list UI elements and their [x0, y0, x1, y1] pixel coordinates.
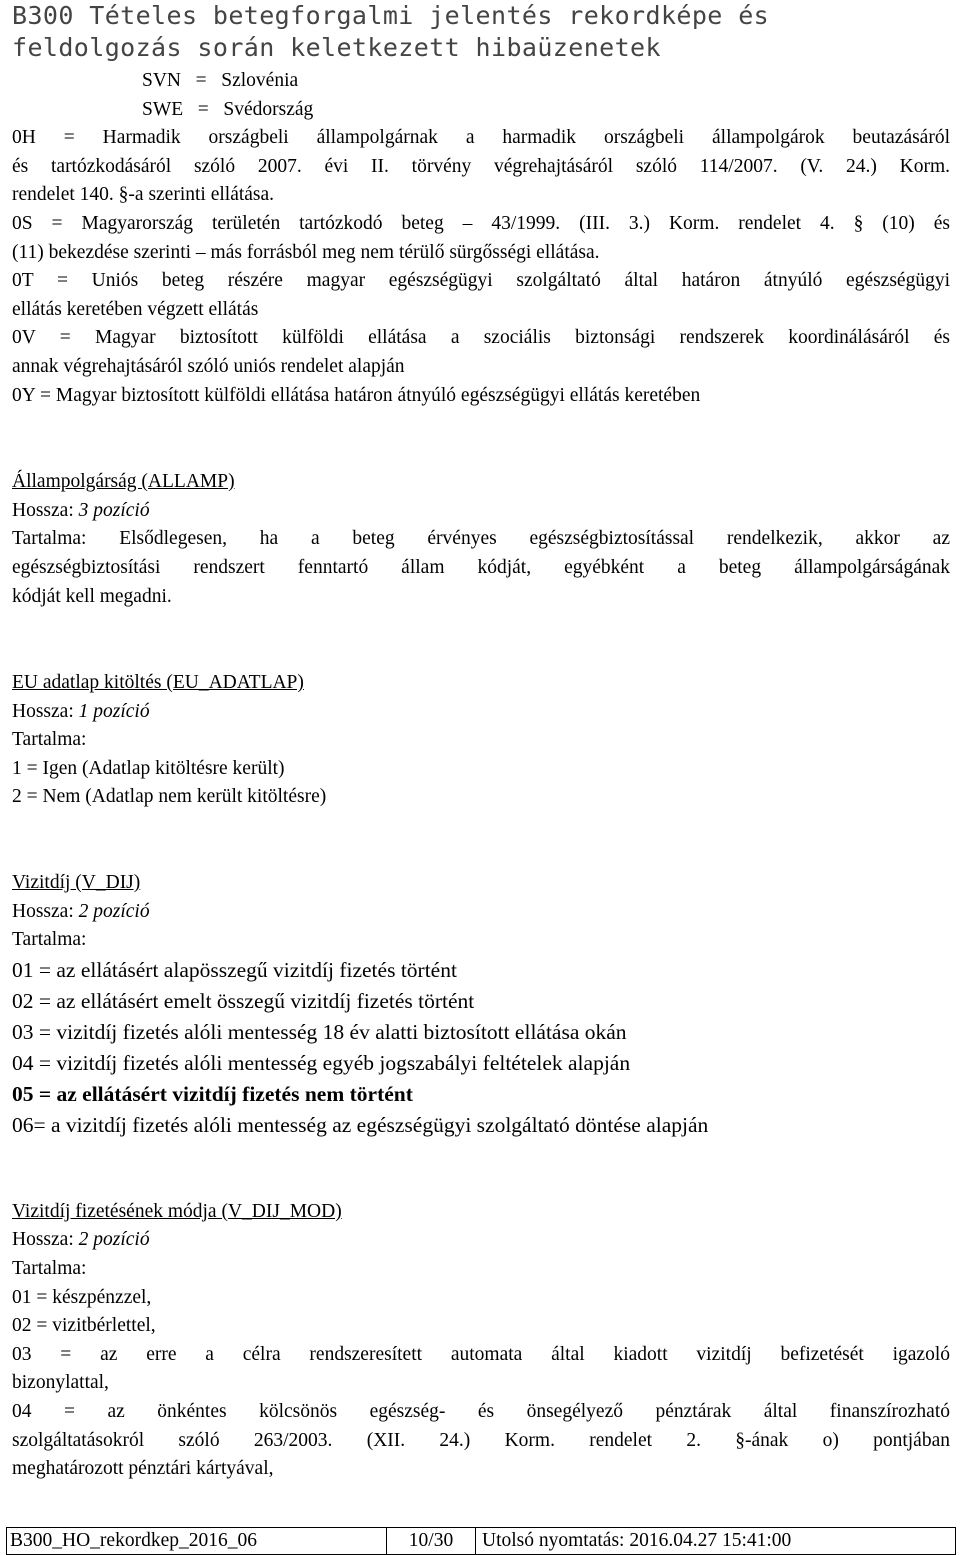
- code-swe: SWE = Svédország: [142, 98, 314, 120]
- v-dij-mod-option-04-line-3: meghatározott pénztári kártyával,: [12, 1458, 274, 1480]
- code-0y-line-1: 0Y = Magyar biztosított külföldi ellátása határon átnyúló egészségügyi ellátás keretében: [12, 384, 701, 406]
- v-dij-length: Hossza: 2 pozíció: [12, 900, 150, 922]
- header-line-1: B300 Tételes betegforgalmi jelentés rekordképe és: [12, 1, 770, 30]
- code-0t-line-1: 0T = Uniós beteg részére magyar egészségügyi szolgáltató által határon átnyúló egészségügyi: [12, 270, 950, 292]
- footer-document-name: B300_HO_rekordkep_2016_06: [7, 1528, 387, 1554]
- header-line-2: feldolgozás során keletkezett hibaüzenetek: [12, 33, 661, 62]
- v-dij-mod-option-03-line-1: 03 = az erre a célra rendszeresített automata által kiadott vizitdíj befizetését igazoló: [12, 1343, 950, 1365]
- footer-page-number: 10/30: [387, 1528, 476, 1554]
- v-dij-option-03: 03 = vizitdíj fizetés alóli mentesség 18 év alatti biztosított ellátása okán: [12, 1019, 627, 1044]
- section-title-eu-adatlap: EU adatlap kitöltés (EU_ADATLAP): [12, 672, 304, 694]
- code-0s-line-2: (11) bekezdése szerinti – más forrásból meg nem térülő sürgősségi ellátása.: [12, 241, 600, 263]
- eu-adatlap-length: Hossza: 1 pozíció: [12, 700, 150, 722]
- v-dij-option-06: 06= a vizitdíj fizetés alóli mentesség az egészségügyi szolgáltató döntése alapján: [12, 1112, 709, 1137]
- page-footer: [6, 1527, 956, 1555]
- document-body: [12, 67, 950, 1484]
- code-0h-line-1: 0H = Harmadik országbeli állampolgárnak a harmadik országbeli állampolgárok beutazásáról: [12, 127, 950, 149]
- v-dij-option-04: 04 = vizitdíj fizetés alóli mentesség egyéb jogszabályi feltételek alapján: [12, 1050, 631, 1075]
- eu-adatlap-option-1: 1 = Igen (Adatlap kitöltésre került): [12, 757, 285, 779]
- code-0v-line-1: 0V = Magyar biztosított külföldi ellátása a szociális biztonsági rendszerek koordinálásáról és: [12, 327, 950, 349]
- section-title-v-dij-mod: Vizitdíj fizetésének módja (V_DIJ_MOD): [12, 1200, 342, 1222]
- eu-adatlap-option-2: 2 = Nem (Adatlap nem került kitöltésre): [12, 786, 327, 808]
- code-0h-line-3: rendelet 140. §-a szerinti ellátása.: [12, 184, 275, 206]
- v-dij-option-02: 02 = az ellátásért emelt összegű vizitdíj fizetés történt: [12, 988, 475, 1013]
- v-dij-mod-option-04-line-2: szolgáltatásokról szóló 263/2003. (XII. 24.) Korm. rendelet 2. §-ának o) pontjában: [12, 1429, 950, 1451]
- code-0s-line-1: 0S = Magyarország területén tartózkodó beteg – 43/1999. (III. 3.) Korm. rendelet 4. § (10) és: [12, 212, 950, 234]
- eu-adatlap-content-label: Tartalma:: [12, 729, 87, 751]
- v-dij-mod-option-02: 02 = vizitbérlettel,: [12, 1315, 156, 1337]
- v-dij-mod-option-01: 01 = készpénzzel,: [12, 1286, 152, 1308]
- v-dij-mod-content-label: Tartalma:: [12, 1258, 87, 1280]
- v-dij-option-05: 05 = az ellátásért vizitdíj fizetés nem történt: [12, 1081, 413, 1106]
- allamp-content-2: egészségbiztosítási rendszert fenntartó állam kódját, egyébként a beteg állampolgárságának: [12, 556, 950, 578]
- footer-last-printed: Utolsó nyomtatás: 2016.04.27 15:41:00: [482, 1530, 792, 1551]
- allamp-length: Hossza: 3 pozíció: [12, 499, 150, 521]
- code-0t-line-2: ellátás keretében végzett ellátás: [12, 298, 259, 320]
- v-dij-mod-option-04-line-1: 04 = az önkéntes kölcsönös egészség- és önsegélyező pénztárak által finanszírozható: [12, 1401, 950, 1422]
- section-title-v-dij: Vizitdíj (V_DIJ): [12, 872, 141, 894]
- document-header: [12, 0, 952, 64]
- allamp-content-3: kódját kell megadni.: [12, 585, 172, 607]
- code-0v-line-2: annak végrehajtásáról szóló uniós rendelet alapján: [12, 355, 405, 377]
- allamp-content-1: Tartalma: Elsődlegesen, ha a beteg érvényes egészségbiztosítással rendelkezik, akkor az: [12, 528, 950, 550]
- code-svn: SVN = Szlovénia: [142, 70, 299, 91]
- code-0h-line-2: és tartózkodásáról szóló 2007. évi II. törvény végrehajtásáról szóló 114/2007. (V. 24.) Korm.: [12, 155, 950, 177]
- v-dij-mod-length: Hossza: 2 pozíció: [12, 1229, 150, 1251]
- v-dij-option-01: 01 = az ellátásért alapösszegű vizitdíj fizetés történt: [12, 957, 457, 982]
- v-dij-content-label: Tartalma:: [12, 929, 87, 951]
- v-dij-mod-option-03-line-2: bizonylattal,: [12, 1372, 109, 1394]
- section-title-allamp: Állampolgárság (ALLAMP): [12, 471, 235, 493]
